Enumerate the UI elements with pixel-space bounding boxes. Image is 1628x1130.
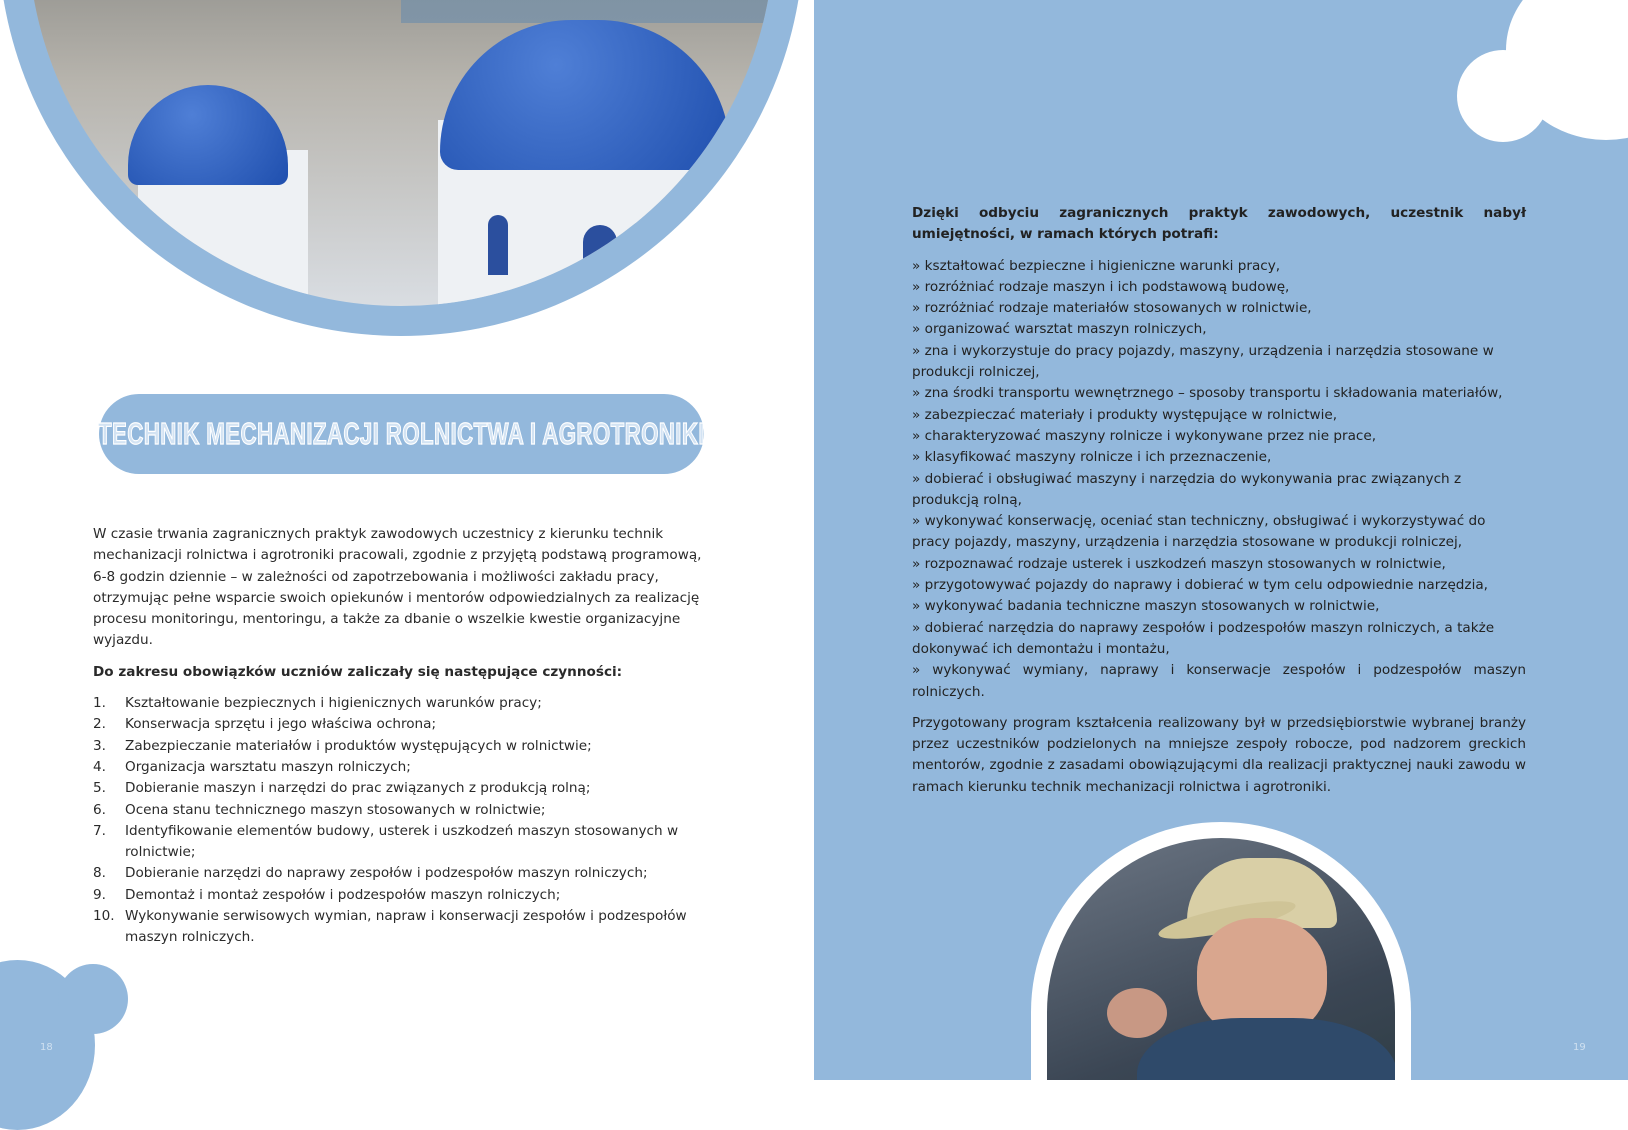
closing-paragraph: Przygotowany program kształcenia realizowany był w przedsiębiorstwie wybranej branży przez uczestników podzielonych na mniejsze zespoły robocze, pod nadzorem greckich mentorów, zgodnie z zasadami obowiązującymi dla realizacji praktycznej nauki zawodu w ramach kierunku technik mechanizacji rolnictwa i agrotroniki. [912,714,1526,795]
duty-number: 8. [93,865,106,882]
skill-item: » zna środki transportu wewnętrznego – sposoby transportu i składowania materiałów, [912,385,1503,402]
section-title: TECHNIK MECHANIZACJI ROLNICTWA I AGROTRONIKI [98,416,705,451]
duty-text: Dobieranie maszyn i narzędzi do prac związanych z produkcją rolną; [125,780,591,797]
duty-item [93,778,707,799]
skill-item: » klasyfikować maszyny rolnicze i ich przeznaczenie, [912,449,1272,466]
skill-item: » rozróżniać rodzaje maszyn i ich podstawową budowę, [912,278,1290,295]
cloud-decoration [58,964,128,1034]
duty-item [93,863,707,884]
skill-item: » rozróżniać rodzaje materiałów stosowanych w rolnictwie, [912,300,1312,317]
duty-number: 4. [93,758,106,775]
page-number: 19 [1573,1042,1586,1053]
duty-text: Demontaż i montaż zespołów i podzespołów maszyn rolniczych; [125,886,561,903]
duty-item [93,800,707,821]
skill-item: » organizować warsztat maszyn rolniczych, [912,321,1207,338]
duty-number: 10. [93,908,115,925]
duty-item [93,757,707,778]
santorini-photo-frame [0,0,804,336]
duty-text: Identyfikowanie elementów budowy, usterek i uszkodzeń maszyn stosowanych w rolnictwie; [125,822,679,861]
intro-paragraph: W czasie trwania zagranicznych praktyk zawodowych uczestnicy z kierunku technik mechanizacji rolnictwa i agrotroniki pracowali, zgodnie z przyjętą podstawą programową, 6-8 godzin dziennie – w zależności od zapotrzebowania i możliwości zakładu pracy, otrzymując pełne wsparcie swoich opiekunów i mentorów odpowiedzialnych za realizację procesu monitoringu, mentoringu, a także za dbanie o wszelkie kwestie organizacyjne wyjazdu. [93,526,702,649]
duty-text: Konserwacja sprzętu i jego właściwa ochrona; [125,716,437,733]
duty-item [93,885,707,906]
skills-heading: Dzięki odbyciu zagranicznych praktyk zawodowych, uczestnik nabył umiejętności, w ramach których potrafi: [912,205,1526,243]
duties-list [93,693,707,949]
duty-text: Dobieranie narzędzi do naprawy zespołów i podzespołów maszyn rolniczych; [125,865,648,882]
duty-text: Ocena stanu technicznego maszyn stosowanych w rolnictwie; [125,801,546,818]
skill-item: » zabezpieczać materiały i produkty występujące w rolnictwie, [912,406,1338,423]
duty-item [93,714,707,735]
duty-number: 5. [93,780,106,797]
skill-item: » wykonywać wymiany, naprawy i konserwacje zespołów i podzespołów maszyn rolniczych. [912,662,1526,700]
duty-number: 1. [93,695,106,712]
skill-item: » dobierać narzędzia do naprawy zespołów i podzespołów maszyn rolniczych, a także dokonywać ich demontażu i montażu, [912,619,1495,657]
duty-number: 7. [93,822,106,839]
duty-item [93,736,707,757]
duty-text: Wykonywanie serwisowych wymian, napraw i konserwacji zespołów i podzespołów maszyn rolniczych. [125,908,687,946]
mechanic-photo [1047,838,1395,1080]
duty-text: Organizacja warsztatu maszyn rolniczych; [125,758,411,775]
skill-item: » wykonywać konserwację, oceniać stan techniczny, obsługiwać i wykorzystywać do pracy pojazdy, maszyny, urządzenia i narzędzia stosowane w produkcji rolniczej, [912,513,1486,551]
skills-list [912,256,1526,703]
mechanic-photo-frame [1031,822,1411,1080]
skills-section [912,203,1526,798]
skill-item: » wykonywać badania techniczne maszyn stosowanych w rolnictwie, [912,598,1380,615]
duty-number: 3. [93,737,106,754]
duty-number: 6. [93,801,106,818]
section-title-banner [99,394,704,474]
skill-item: » kształtować bezpieczne i higieniczne warunki pracy, [912,257,1281,274]
skill-item: » przygotowywać pojazdy do naprawy i dobierać w tym celu odpowiednie narzędzia, [912,577,1488,594]
right-page [814,0,1628,1080]
page-number: 18 [40,1042,53,1053]
cloud-decoration [1457,50,1549,142]
skill-item: » zna i wykorzystuje do pracy pojazdy, maszyny, urządzenia i narzędzia stosowane w produkcji rolniczej, [912,342,1494,381]
skill-item: » rozpoznawać rodzaje usterek i uszkodzeń maszyn stosowanych w rolnictwie, [912,555,1446,572]
duty-item [93,693,707,714]
duty-text: Zabezpieczanie materiałów i produktów występujących w rolnictwie; [125,737,592,754]
duty-item [93,906,707,949]
duty-number: 9. [93,886,106,903]
duty-item [93,821,707,864]
skill-item: » dobierać i obsługiwać maszyny i narzędzia do wykonywania prac związanych z produkcją rolną, [912,470,1462,508]
duties-heading: Do zakresu obowiązków uczniów zaliczały się następujące czynności: [93,663,623,680]
duty-number: 2. [93,716,106,733]
duty-text: Kształtowanie bezpiecznych i higienicznych warunków pracy; [125,695,542,712]
skill-item: » charakteryzować maszyny rolnicze i wykonywane przez nie prace, [912,427,1377,444]
duties-section [93,524,707,949]
santorini-photo [28,0,774,306]
